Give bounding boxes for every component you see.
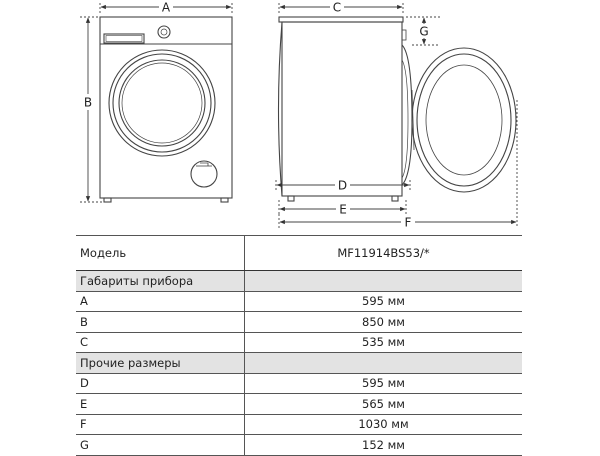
section-header-other-dimensions [76, 353, 522, 374]
dimension-label-g: G [419, 24, 429, 39]
table-row [76, 332, 522, 353]
row-label: B [76, 312, 245, 333]
door-side-profile [402, 45, 412, 185]
row-value: 152 мм [245, 435, 523, 456]
row-value: 1030 мм [245, 414, 523, 435]
dimension-label-d: D [337, 178, 348, 193]
table-row [76, 312, 522, 333]
section-title: Габариты прибора [76, 271, 245, 292]
row-label: A [76, 291, 245, 312]
dimension-label-a: A [161, 0, 171, 15]
row-value: 595 мм [245, 291, 523, 312]
table-row [76, 414, 522, 435]
row-label: D [76, 373, 245, 394]
dimension-label-f: F [404, 215, 412, 230]
row-label: F [76, 414, 245, 435]
dimension-label-b: B [83, 95, 93, 110]
open-door [412, 48, 516, 192]
row-label: E [76, 394, 245, 415]
table-row [76, 435, 522, 456]
program-knob [158, 26, 170, 38]
model-label: Модель [76, 236, 245, 271]
row-label: C [76, 332, 245, 353]
row-value: 535 мм [245, 332, 523, 353]
door-glass [119, 60, 205, 146]
dimension-label-c: C [332, 0, 342, 15]
model-value: MF11914BS53/* [245, 236, 523, 271]
row-label: G [76, 435, 245, 456]
dimension-label-e: E [339, 202, 347, 217]
row-value: 850 мм [245, 312, 523, 333]
front-view [100, 17, 232, 202]
row-value: 565 мм [245, 394, 523, 415]
table-row [76, 394, 522, 415]
model-row [76, 236, 522, 271]
row-value: 595 мм [245, 373, 523, 394]
section-title: Прочие размеры [76, 353, 245, 374]
dimensions-table [76, 235, 522, 456]
top-panel [279, 17, 403, 22]
side-body [282, 22, 402, 196]
table-row [76, 291, 522, 312]
door-outer-ring [109, 50, 215, 156]
side-view [279, 17, 413, 201]
filter-hatch [191, 161, 217, 187]
table-row [76, 373, 522, 394]
dimension-b [80, 17, 102, 202]
section-header-appliance-dimensions [76, 271, 522, 292]
